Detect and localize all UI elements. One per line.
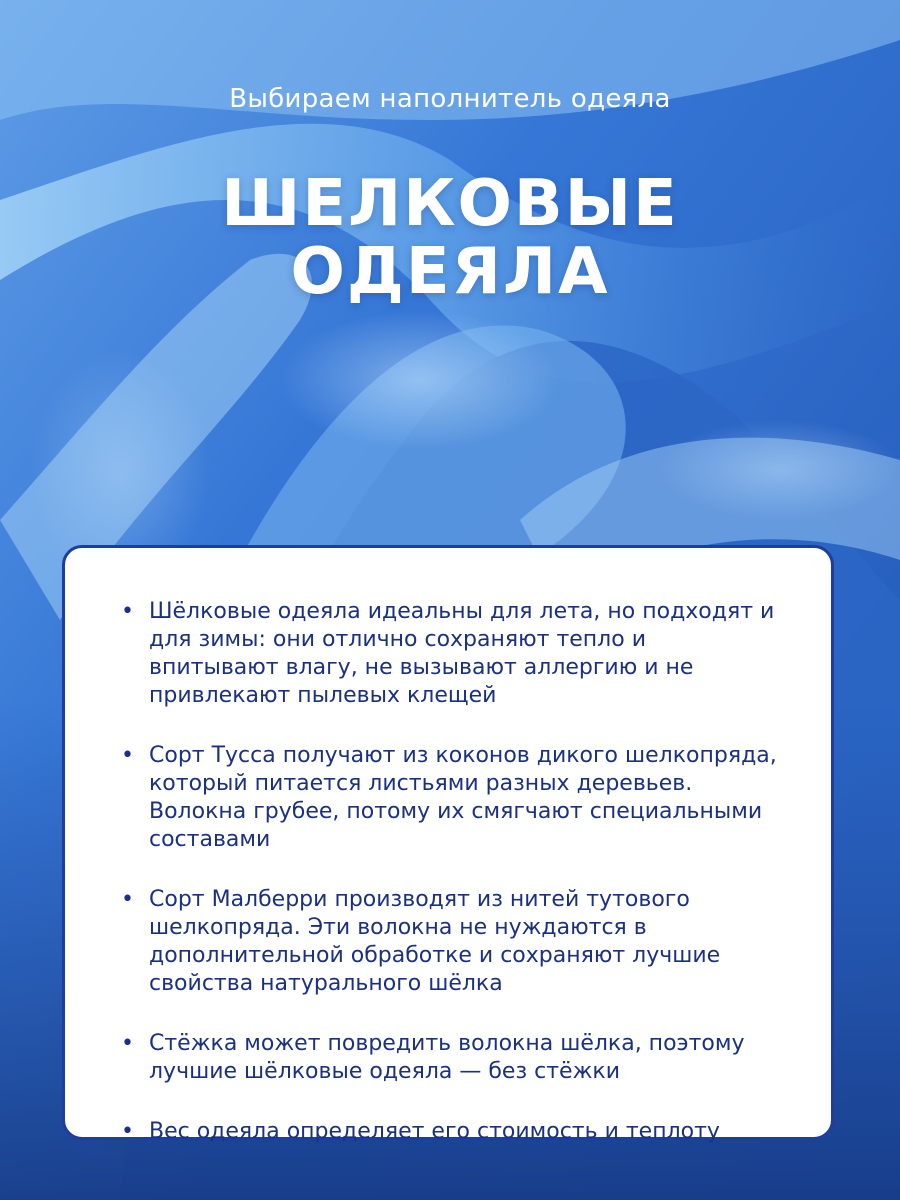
page-subtitle: Выбираем наполнитель одеяла (229, 84, 671, 114)
info-card (62, 545, 834, 1144)
list-item (121, 598, 779, 710)
title-line-2: ОДЕЯЛА (290, 235, 610, 309)
bullet-icon: • (121, 599, 134, 624)
list-item-text: Сорт Малберри производят из нитей тутового шелкопряда. Эти волокна не нуждаются в дополнительной обработке и сохраняют лучшие свойства натурального шёлка (149, 887, 721, 996)
title-line-1: ШЕЛКОВЫЕ (221, 167, 679, 241)
list-item-text: Шёлковые одеяла идеальны для лета, но подходят и для зимы: они отлично сохраняют тепло и впитывают влагу, не вызывают аллергию и не привлекают пылевых клещей (149, 599, 775, 708)
list-item-text: Сорт Тусса получают из коконов дикого шелкопряда, который питается листьями разных деревьев. Волокна грубее, потому их смягчают специальными составами (149, 743, 777, 852)
list-item (121, 1030, 779, 1086)
bullet-icon: • (121, 743, 134, 768)
feature-list (121, 598, 779, 1146)
list-item (121, 886, 779, 998)
list-item-text: Вес одеяла определяет его стоимость и теплоту (149, 1119, 720, 1144)
list-item (121, 742, 779, 854)
bullet-icon: • (121, 887, 134, 912)
bullet-icon: • (121, 1031, 134, 1056)
list-item (121, 1118, 779, 1146)
bullet-icon: • (121, 1119, 134, 1144)
page-title (0, 167, 900, 309)
list-item-text: Стёжка может повредить волокна шёлка, поэтому лучшие шёлковые одеяла — без стёжки (149, 1031, 745, 1084)
